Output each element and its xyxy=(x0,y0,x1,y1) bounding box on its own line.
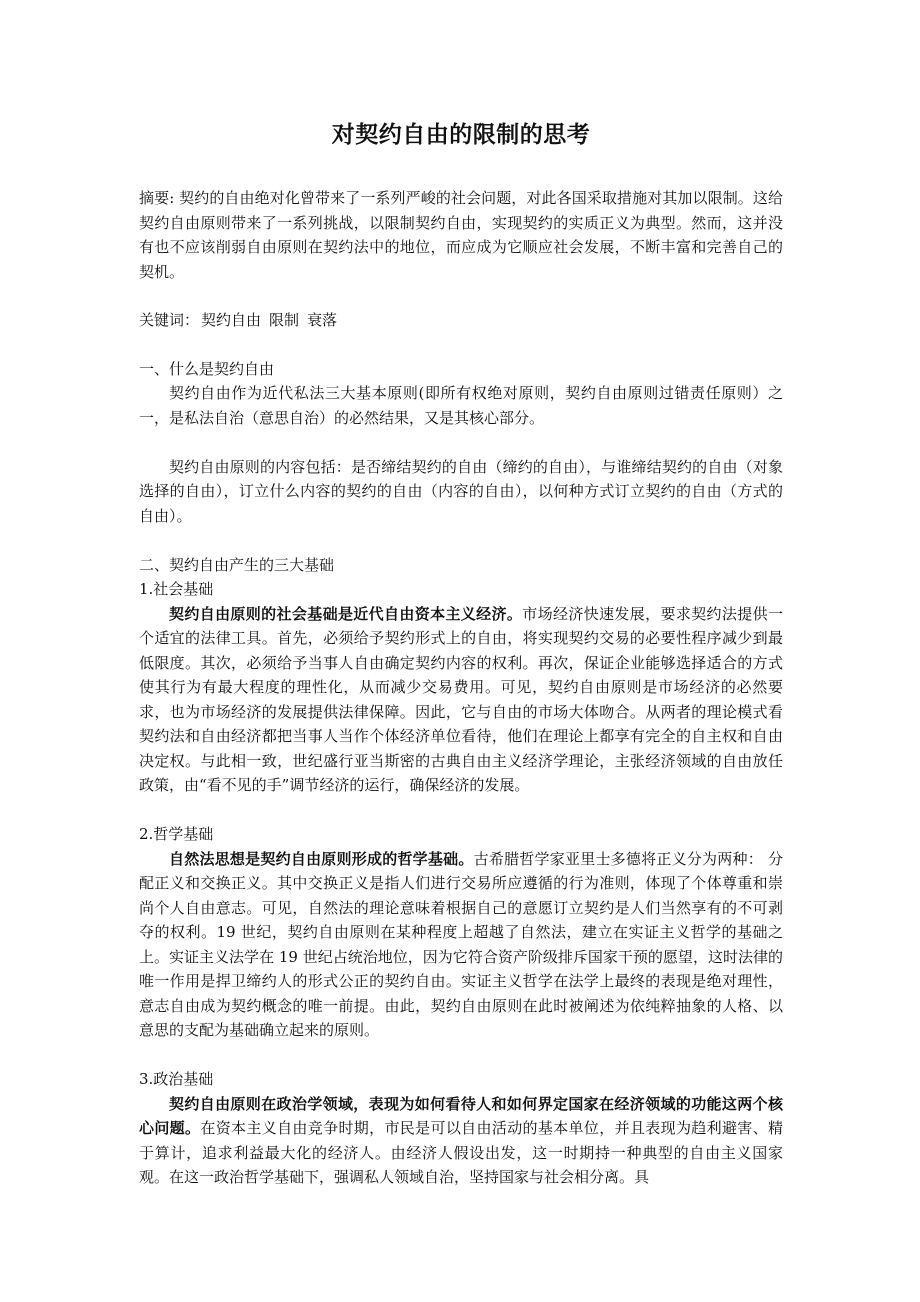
keywords-label: 关键词： xyxy=(139,311,200,329)
subsection-heading: 3.政治基础 xyxy=(139,1070,214,1088)
paragraph-text: 在资本主义自由竞争时期，市民是可以自由活动的基本单位，并且表现为趋利避害、精于算计，追求利益最大化的经济人。由经济人假设出发，这一时期持一种典型的自由主义国家观。在这一政治哲学基础下，强调私人领域自治，坚持国家与社会相分离。具 xyxy=(139,1119,783,1186)
subsection-heading: 2.哲学基础 xyxy=(139,825,214,843)
key-sentence: 契约自由原则在政治学领域，表现为如何看待人和如何界定国家在经济领域的功能这两个核心问题。 xyxy=(139,1094,783,1137)
paragraph-text: 古希腊哲学家亚里士多德将正义分为两种： 分配正义和交换正义。其中交换正义是指人们进行交易所应遵循的行为准则，体现了个体尊重和崇尚个人自由意志。可见，自然法的理论意味着根据自己的意愿订立契约是人们当然享有的不可剥夺的权利。19 世纪，契约自由原则在某种程度上超越了自然法，建立在实证主义哲学的基础之上。实证主义法学在 19 世纪占统治地位，因为它符合资产阶级排斥国家干预的愿望，这时法律的唯一作用是捍卫缔约人的形式公正的契约自由。实证主义哲学在法学上最终的表现是绝对理性，意志自由成为契约概念的唯一前提。由此，契约自由原则在此时被阐述为依纯粹抽象的人格、以意思的支配为基础确立起来的原则。 xyxy=(139,849,783,1039)
key-sentence: 契约自由原则的社会基础是近代自由资本主义经济。 xyxy=(169,604,523,623)
abstract-text: 契约的自由绝对化曾带来了一系列严峻的社会问题，对此各国采取措施对其加以限制。这给契约自由原则带来了一系列挑战，以限制契约自由，实现契约的实质正义为典型。然而，这并没有也不应该削弱自由原则在契约法中的地位，而应成为它顺应社会发展，不断丰富和完善自己的契机。 xyxy=(139,189,783,281)
paragraph-spacer xyxy=(139,1043,783,1068)
paragraph-spacer xyxy=(139,528,783,553)
keyword-item: 衰落 xyxy=(307,311,338,329)
subsection-paragraph xyxy=(139,602,783,798)
document-title: 对契约自由的限制的思考 xyxy=(331,121,591,148)
paragraph-spacer xyxy=(139,430,783,455)
key-sentence: 自然法思想是契约自由原则形成的哲学基础。 xyxy=(169,849,474,868)
section-heading: 二、契约自由产生的三大基础 xyxy=(139,555,335,574)
keyword-item: 契约自由 xyxy=(201,311,262,329)
section-heading: 一、什么是契约自由 xyxy=(139,359,275,378)
abstract-label: 摘要: xyxy=(139,189,175,207)
paragraph-text: 市场经济快速发展，要求契约法提供一个适宜的法律工具。首先，必须给予契约形式上的自由，将实现契约交易的必要性程序减少到最低限度。其次，必须给予当事人自由确定契约内容的权利。再次，保证企业能够选择适合的方式使其行为有最大程度的理性化，从而减少交易费用。可见，契约自由原则是市场经济的必然要求，也为市场经济的发展提供法律保障。因此，它与自由的市场大体吻合。从两者的理论模式看契约法和自由经济都把当事人当作个体经济单位看待，他们在理论上都享有完全的自主权和自由决定权。与此相一致，世纪盛行亚当斯密的古典自由主义经济学理论，主张经济领域的自由放任政策，由“看不见的手”调节经济的运行，确保经济的发展。 xyxy=(139,604,783,794)
paragraph-spacer xyxy=(139,798,783,823)
abstract xyxy=(139,186,783,284)
subsection-paragraph xyxy=(139,1092,783,1190)
document-body xyxy=(139,118,783,1190)
keywords xyxy=(139,308,783,333)
subsection-heading: 1.社会基础 xyxy=(139,580,214,598)
keyword-item: 限制 xyxy=(269,311,300,329)
section-paragraph: 契约自由原则的内容包括：是否缔结契约的自由（缔约的自由），与谁缔结契约的自由（对象选择的自由），订立什么内容的契约的自由（内容的自由），以何种方式订立契约的自由（方式的自由）。 xyxy=(139,457,783,525)
subsection-paragraph xyxy=(139,847,783,1043)
section-paragraph: 契约自由作为近代私法三大基本原则(即所有权绝对原则，契约自由原则过错责任原则）之一，是私法自治（意思自治）的必然结果，又是其核心部分。 xyxy=(139,384,783,427)
